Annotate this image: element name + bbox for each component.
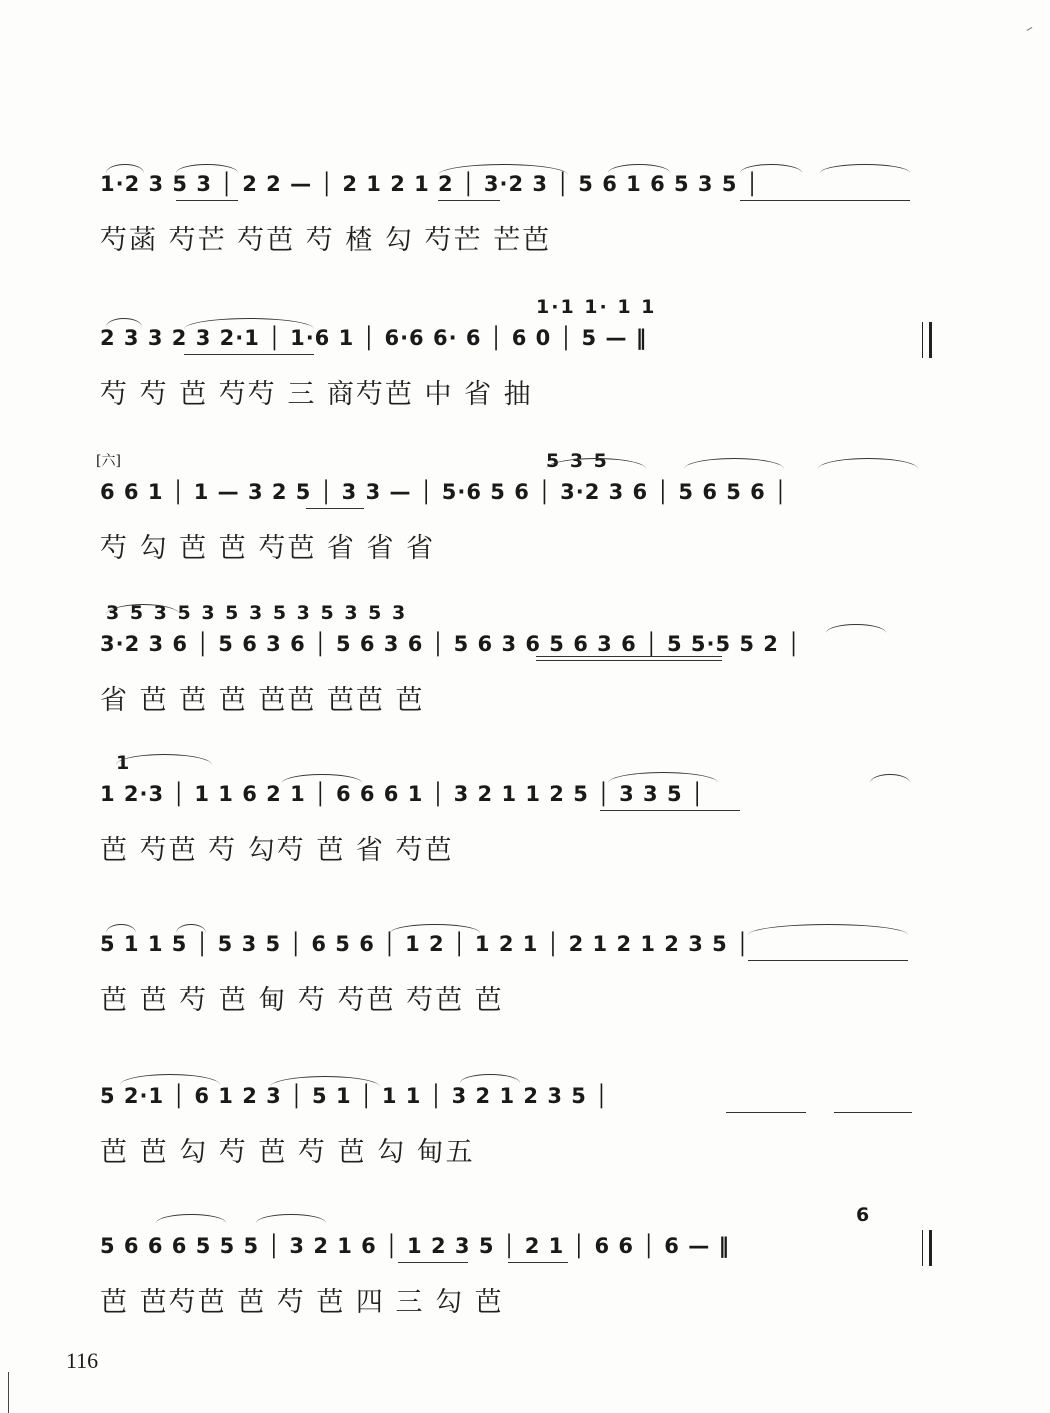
score-line-2 <box>100 296 930 438</box>
slur <box>256 1214 326 1223</box>
end-barline <box>922 1230 932 1266</box>
underline <box>176 200 238 201</box>
jianzi-tablature: 芭 芭 芍 芭 甸 芍 芍芭 芍芭 芭 <box>100 985 504 1016</box>
underline <box>306 508 364 509</box>
upper-notes: 5 3 5 <box>546 450 609 472</box>
slur <box>460 1074 520 1083</box>
margin-mark <box>1027 27 1036 36</box>
underline <box>740 200 910 201</box>
underline <box>600 810 740 811</box>
jianpu-notes: 3·2 3 6 │ 5 6 3 6 │ 5 6 3 6 │ 5 6 3 6 5 6 3 6 │ 5 5·5 5 2 │ <box>100 632 801 656</box>
underline <box>748 960 908 961</box>
upper-notes: 6 <box>856 1204 872 1226</box>
underline <box>536 660 722 661</box>
jianzi-tablature: 芭 芭 勾 芍 芭 芍 芭 勾 甸五 <box>100 1137 475 1168</box>
jianpu-notes: 5 6 6 6 5 5 5 │ 3 2 1 6 │ 1 2 3 5 │ 2 1 │ 6 6 │ 6 — ‖ <box>100 1234 731 1258</box>
page-number: 116 <box>66 1348 99 1373</box>
underline <box>438 200 500 201</box>
upper-notes: 3 5 3 5 3 5 3 5 3 5 3 5 3 <box>106 602 408 624</box>
jianzi-tablature: 芍 芍 芭 芍芍 三 商芍芭 中 省 抽 <box>100 379 533 410</box>
jianpu-notes: 6 6 1 │ 1 — 3 2 5 │ 3 3 — │ 5·6 5 6 │ 3·2 3 6 │ 5 6 5 6 │ <box>100 480 788 504</box>
jianpu-notes: 5 2·1 │ 6 1 2 3 │ 5 1 │ 1 1 │ 3 2 1 2 3 5 │ <box>100 1084 609 1108</box>
score-line-1 <box>100 172 930 284</box>
upper-notes: 1 <box>116 752 132 774</box>
jianpu-notes: 1 2·3 │ 1 1 6 2 1 │ 6 6 6 1 │ 3 2 1 1 2 5 │ 3 3 5 │ <box>100 782 705 806</box>
jianpu-notes: 1·2 3 5 3 │ 2 2 — │ 2 1 2 1 2 │ 3·2 3 │ 5 6 1 6 5 3 5 │ <box>100 172 760 196</box>
scan-edge-line <box>8 1372 9 1413</box>
score-line-7 <box>100 1084 930 1196</box>
slur <box>156 1214 226 1223</box>
underline <box>726 1112 806 1113</box>
jianzi-tablature: 芭 芭芍芭 芭 芍 芭 四 三 勾 芭 <box>100 1287 504 1318</box>
slur <box>818 458 918 469</box>
jianzi-tablature: 省 芭 芭 芭 芭芭 芭芭 芭 <box>100 685 425 716</box>
underline <box>184 354 314 355</box>
score-line-5 <box>100 752 930 894</box>
section-marker: [六] <box>96 453 121 469</box>
jianzi-tablature: 芍 勾 芭 芭 芍芭 省 省 省 <box>100 533 436 564</box>
underline <box>398 1262 468 1263</box>
score-line-8 <box>100 1204 930 1346</box>
underline <box>834 1112 912 1113</box>
underline <box>536 656 722 657</box>
underline <box>508 1262 568 1263</box>
jianpu-notes: 5 1 1 5 │ 5 3 5 │ 6 5 6 │ 1 2 │ 1 2 1 │ 2 1 2 1 2 3 5 │ <box>100 932 750 956</box>
score-line-3 <box>100 450 930 592</box>
jianzi-tablature: 芍菡 芍芒 芍芭 芍 楂 勾 芍芒 芒芭 <box>100 225 552 256</box>
jianzi-tablature: 芭 芍芭 芍 勾芍 芭 省 芍芭 <box>100 835 454 866</box>
score-line-4 <box>100 602 930 744</box>
jianpu-notes: 2 3 3 2 3 2·1 │ 1·6 1 │ 6·6 6· 6 │ 6 0 │ 5 — ‖ <box>100 326 648 350</box>
score-line-6 <box>100 932 930 1044</box>
end-barline <box>922 322 932 358</box>
slur <box>684 458 784 469</box>
upper-notes: 1·1 1· 1 1 <box>536 296 657 318</box>
